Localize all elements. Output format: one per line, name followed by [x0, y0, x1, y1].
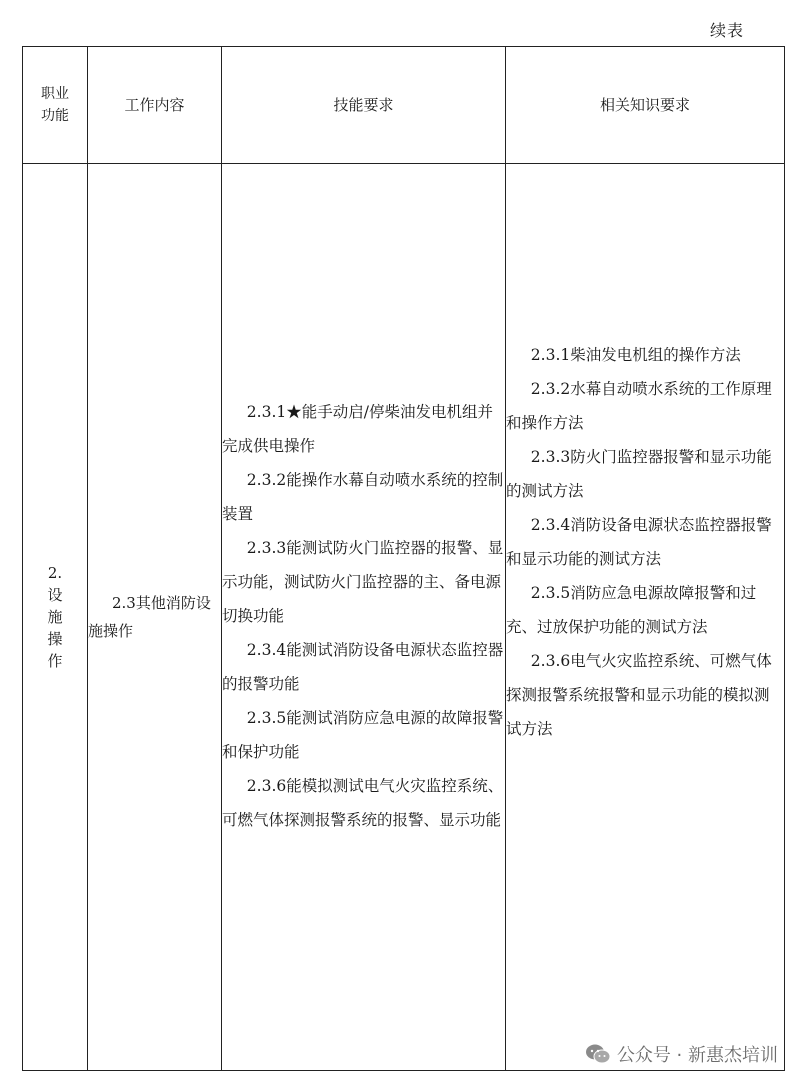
continued-label: 续表 [709, 21, 744, 40]
function-line: 作 [47, 652, 63, 670]
knowledge-item: 2.3.5消防应急电源故障报警和过充、过放保护功能的测试方法 [506, 584, 757, 636]
header-function-line-2: 功能 [41, 108, 69, 124]
header-knowledge: 相关知识要求 [506, 47, 785, 164]
watermark [585, 1041, 778, 1067]
header-function-line-1: 职业 [41, 86, 69, 102]
knowledge-item: 2.3.6电气火灾监控系统、可燃气体探测报警系统报警和显示功能的模拟测试方法 [506, 652, 772, 738]
function-line: 设 [47, 586, 63, 604]
skill-item: 2.3.2能操作水幕自动喷水系统的控制装置 [222, 471, 504, 523]
skill-item: 2.3.6能模拟测试电气火灾监控系统、可燃气体探测报警系统的报警、显示功能 [222, 777, 504, 829]
header-function [23, 47, 88, 164]
knowledge-item: 2.3.4消防设备电源状态监控器报警和显示功能的测试方法 [506, 516, 772, 568]
skills-standard-table [22, 46, 785, 1071]
knowledge-item: 2.3.1柴油发电机组的操作方法 [530, 346, 741, 364]
skills-cell [222, 164, 506, 1071]
skill-item: 2.3.5能测试消防应急电源的故障报警和保护功能 [222, 709, 504, 761]
function-line: 操 [47, 630, 63, 648]
knowledge-item: 2.3.2水幕自动喷水系统的工作原理和操作方法 [506, 380, 772, 432]
header-skills: 技能要求 [222, 47, 506, 164]
skill-item: 2.3.3能测试防火门监控器的报警、显示功能，测试防火门监控器的主、备电源切换功能 [222, 539, 504, 625]
table-row [23, 164, 785, 1071]
skill-item: 2.3.4能测试消防设备电源状态监控器的报警功能 [222, 641, 504, 693]
function-line: 2. [47, 564, 63, 582]
wechat-icon [585, 1043, 611, 1065]
knowledge-cell [506, 164, 785, 1071]
watermark-text: 公众号 · 新惠杰培训 [616, 1045, 778, 1066]
knowledge-list [506, 338, 784, 746]
skill-item: 2.3.1★能手动启/停柴油发电机组并完成供电操作 [222, 403, 493, 455]
function-line: 施 [47, 608, 63, 626]
knowledge-item: 2.3.3防火门监控器报警和显示功能的测试方法 [506, 448, 772, 500]
header-work-content: 工作内容 [88, 47, 222, 164]
work-content-text: 2.3其他消防设施操作 [88, 594, 211, 640]
table-header-row [23, 47, 785, 164]
skills-list [222, 395, 505, 837]
function-cell [23, 164, 88, 1071]
work-content-cell [88, 164, 222, 1071]
